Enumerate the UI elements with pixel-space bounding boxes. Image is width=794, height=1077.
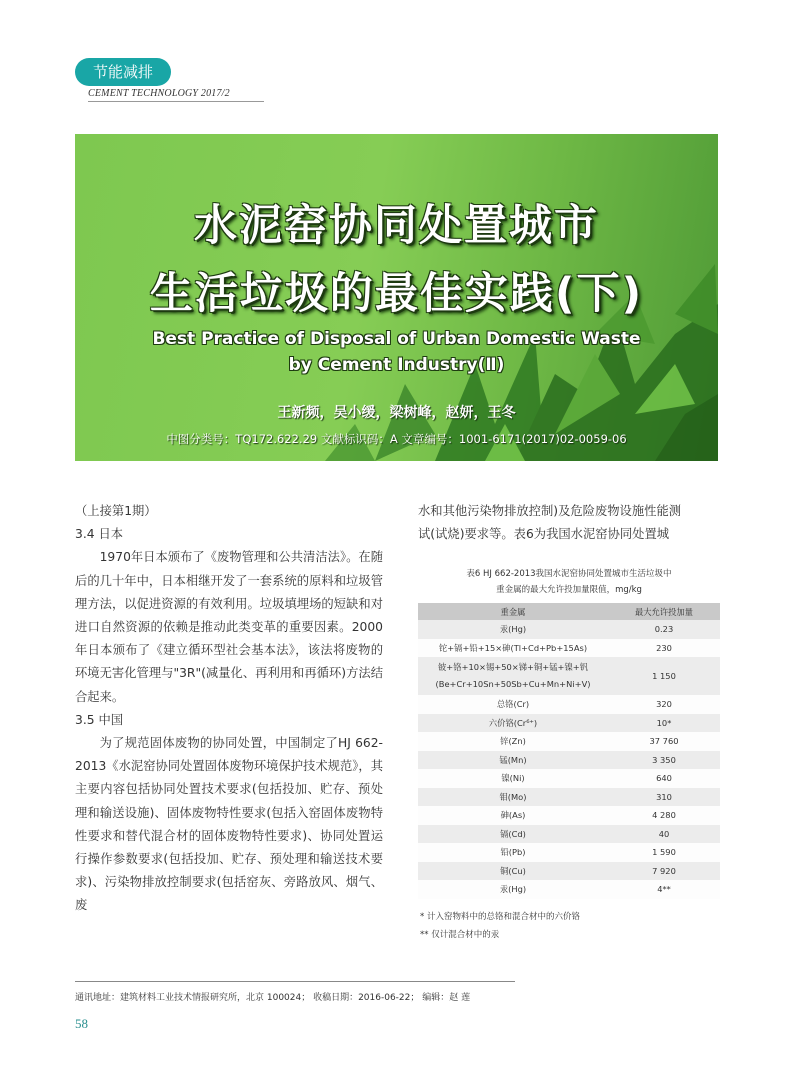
footer-divider bbox=[75, 981, 515, 982]
metal-cell: 总铬(Cr) bbox=[418, 695, 608, 714]
metal-cell: 六价铬(Cr⁶⁺) bbox=[418, 714, 608, 733]
metal-cell: 镍(Ni) bbox=[418, 769, 608, 788]
table-note-1: * 计入窑物料中的总铬和混合材中的六价铬 bbox=[420, 912, 580, 922]
classification-line: 中图分类号：TQ172.622.29 文献标识码：A 文章编号：1001-6171(2017)02-0059-06 bbox=[166, 432, 627, 446]
paragraph-japan: 1970年日本颁布了《废物管理和公共清洁法》。在随后的几十年中，日本相继开发了一套系统的原料和垃圾管理方法，以促进资源的有效利用。垃圾填埋场的短缺和对进口自然资源的依赖是推动此类变革的重要因素。2000年日本颁布了《建立循环型社会基本法》，该法将废物的环境无害化管理与"3R"(减量化、再利用和再循环)方法结合起来。 bbox=[75, 550, 383, 704]
table-row bbox=[418, 639, 720, 658]
value-cell: 1 150 bbox=[608, 657, 720, 695]
english-title-line-1: Best Practice of Disposal of Urban Domestic Waste bbox=[152, 329, 641, 349]
value-cell: 1 590 bbox=[608, 843, 720, 862]
authors: 王新频，吴小缓，梁树峰，赵妍，王冬 bbox=[277, 405, 516, 421]
heavy-metal-table bbox=[418, 603, 720, 899]
table-row bbox=[418, 769, 720, 788]
value-cell: 7 920 bbox=[608, 862, 720, 881]
table-row bbox=[418, 880, 720, 899]
metal-cell: 锌(Zn) bbox=[418, 732, 608, 751]
table-row bbox=[418, 862, 720, 881]
value-cell: 4** bbox=[608, 880, 720, 899]
metal-cell-line-2: (Be+Cr+10Sn+50Sb+Cu+Mn+Ni+V) bbox=[435, 679, 591, 689]
value-cell: 4 280 bbox=[608, 806, 720, 825]
page-number: 58 bbox=[75, 1016, 88, 1031]
metal-cell: 铅(Pb) bbox=[418, 843, 608, 862]
section-tag: 节能减排 bbox=[75, 58, 171, 86]
footer-info: 通讯地址：建筑材料工业技术情报研究所，北京 100024； 收稿日期：2016-06-22； 编辑：赵 莲 bbox=[75, 993, 471, 1003]
table-row bbox=[418, 695, 720, 714]
section-heading-japan: 3.4 日本 bbox=[75, 527, 124, 542]
title-line-2: 生活垃圾的最佳实践(下) bbox=[149, 269, 644, 319]
table-row bbox=[418, 732, 720, 751]
table-row bbox=[418, 751, 720, 770]
column-header-metal: 重金属 bbox=[418, 603, 608, 620]
value-cell: 3 350 bbox=[608, 751, 720, 770]
table-row bbox=[418, 657, 720, 695]
metal-cell-line-1: 铍+铬+10×锡+50×锑+铜+锰+镍+钒 bbox=[437, 662, 589, 672]
continued-note: （上接第1期） bbox=[75, 504, 157, 518]
value-cell: 320 bbox=[608, 695, 720, 714]
english-title-line-2: by Cement Industry(Ⅱ) bbox=[288, 355, 505, 375]
title-banner bbox=[75, 134, 718, 461]
value-cell: 10* bbox=[608, 714, 720, 733]
left-column bbox=[75, 500, 383, 918]
metal-cell: 汞(Hg) bbox=[418, 880, 608, 899]
metal-cell: 镉(Cd) bbox=[418, 825, 608, 844]
metal-cell: 铊+镉+铅+15×砷(Tl+Cd+Pb+15As) bbox=[418, 639, 608, 658]
metal-cell: 汞(Hg) bbox=[418, 620, 608, 639]
metal-cell: 钼(Mo) bbox=[418, 788, 608, 807]
paragraph-china: 为了规范固体废物的协同处置，中国制定了HJ 662-2013《水泥窑协同处置固体废物环境保护技术规范》，其主要内容包括协同处置技术要求(包括投加、贮存、预处理和输送设施)、固体废物特性要求(包括入窑固体废物特性要求和替代混合材的固体废物特性要求)、协同处置运行操作参数要求(包括投加、贮存、预处理和输送技术要求)、污染物排放控制要求(包括窑灰、旁路放风、烟气、废 bbox=[75, 736, 383, 913]
value-cell: 230 bbox=[608, 639, 720, 658]
header-divider bbox=[88, 101, 264, 102]
metal-cell: 铜(Cu) bbox=[418, 862, 608, 881]
table-row bbox=[418, 806, 720, 825]
table-note-2: ** 仅计混合材中的汞 bbox=[420, 930, 500, 940]
title-line-1: 水泥窑协同处置城市 bbox=[194, 201, 599, 251]
table-row bbox=[418, 788, 720, 807]
value-cell: 0.23 bbox=[608, 620, 720, 639]
value-cell: 40 bbox=[608, 825, 720, 844]
value-cell: 310 bbox=[608, 788, 720, 807]
table-row bbox=[418, 843, 720, 862]
table-row bbox=[418, 825, 720, 844]
metal-cell: 砷(As) bbox=[418, 806, 608, 825]
right-column bbox=[418, 500, 720, 546]
metal-cell: 锰(Mn) bbox=[418, 751, 608, 770]
value-cell: 37 760 bbox=[608, 732, 720, 751]
value-cell: 640 bbox=[608, 769, 720, 788]
metal-cell bbox=[418, 657, 608, 695]
section-heading-china: 3.5 中国 bbox=[75, 712, 124, 727]
table-caption bbox=[418, 566, 720, 598]
table-row bbox=[418, 620, 720, 639]
right-text-line-1: 水和其他污染物排放控制)及危险废物设施性能测 bbox=[418, 504, 682, 518]
table-caption-line-2: 重金属的最大允许投加量限值，mg/kg bbox=[496, 585, 642, 595]
journal-name: CEMENT TECHNOLOGY 2017/2 bbox=[88, 88, 230, 99]
table-row bbox=[418, 714, 720, 733]
right-text-line-2: 试(试烧)要求等。表6为我国水泥窑协同处置城 bbox=[418, 527, 670, 542]
column-header-limit: 最大允许投加量 bbox=[608, 603, 720, 620]
table-caption-line-1: 表6 HJ 662-2013我国水泥窑协同处置城市生活垃圾中 bbox=[466, 569, 672, 579]
